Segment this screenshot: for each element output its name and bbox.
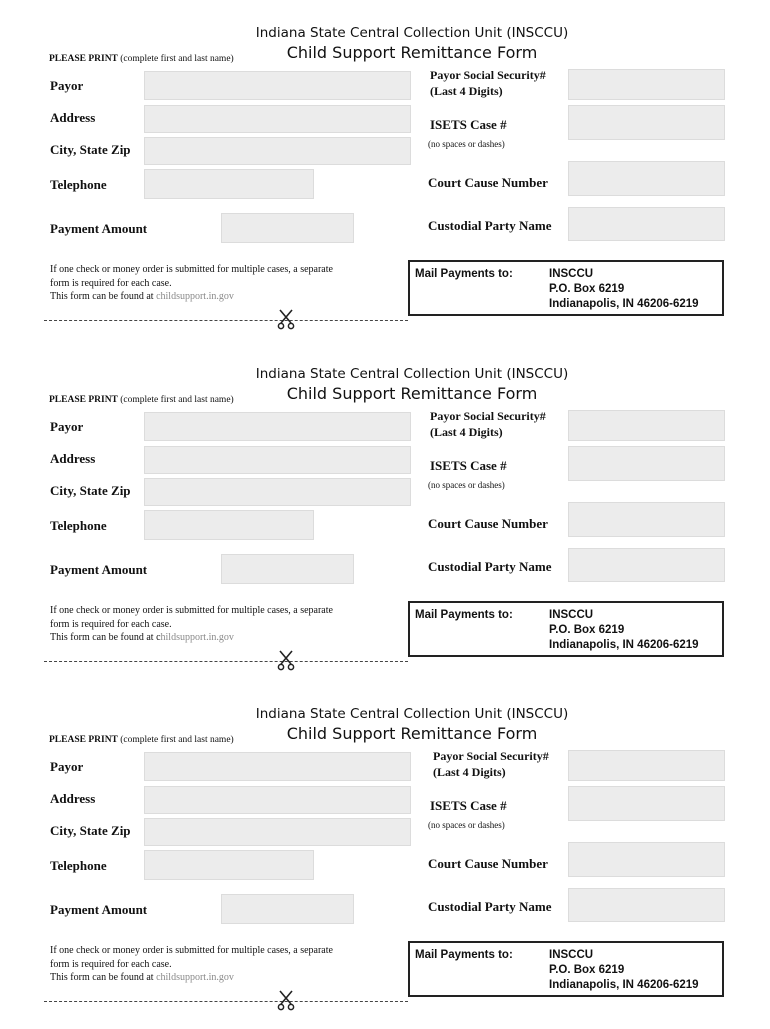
mail-payments-box <box>408 601 724 657</box>
multiple-cases-note: If one check or money order is submitted for multiple cases, a separate form is required for each case. This form can be found at childsupport.in.gov <box>50 945 333 983</box>
telephone-label: Telephone <box>50 177 107 192</box>
ssn-sublabel: (Last 4 Digits) <box>430 84 503 98</box>
city-state-zip-field[interactable] <box>144 137 411 165</box>
form-title: Child Support Remittance Form <box>286 384 538 403</box>
payor-field[interactable] <box>144 412 411 441</box>
city-state-zip-field[interactable] <box>144 818 411 846</box>
court-cause-label: Court Cause Number <box>428 175 548 190</box>
ssn-field[interactable] <box>568 410 725 441</box>
telephone-label: Telephone <box>50 858 107 873</box>
isets-case-field[interactable] <box>568 105 725 140</box>
cut-line <box>44 1001 408 1002</box>
court-cause-label: Court Cause Number <box>428 516 548 531</box>
address-label: Address <box>50 110 96 125</box>
court-cause-field[interactable] <box>568 842 725 877</box>
payment-amount-label: Payment Amount <box>50 562 148 577</box>
isets-hint: (no spaces or dashes) <box>428 820 505 830</box>
ssn-label: Payor Social Security# <box>430 68 546 82</box>
payment-amount-field[interactable] <box>221 894 354 924</box>
agency-title: Indiana State Central Collection Unit (INSCCU) <box>255 706 569 722</box>
payment-amount-label: Payment Amount <box>50 221 148 236</box>
isets-hint: (no spaces or dashes) <box>428 480 505 490</box>
website-link[interactable]: childsupport.in.gov <box>156 972 234 983</box>
custodial-party-label: Custodial Party Name <box>428 218 552 233</box>
custodial-party-field[interactable] <box>568 888 725 922</box>
city-state-zip-label: City, State Zip <box>50 823 131 838</box>
isets-case-label: ISETS Case # <box>430 798 507 813</box>
cut-line <box>44 320 408 321</box>
ssn-label: Payor Social Security# <box>433 749 549 763</box>
isets-hint: (no spaces or dashes) <box>428 139 505 149</box>
payment-amount-label: Payment Amount <box>50 902 148 917</box>
payor-label: Payor <box>50 419 84 434</box>
form-title: Child Support Remittance Form <box>286 43 538 62</box>
print-instruction: PLEASE PRINT (complete first and last name) <box>49 54 234 64</box>
scissors-icon <box>277 989 295 1011</box>
agency-title: Indiana State Central Collection Unit (INSCCU) <box>255 366 569 382</box>
website-link[interactable]: childsupport.in.gov <box>156 291 234 302</box>
court-cause-field[interactable] <box>568 161 725 196</box>
payor-label: Payor <box>50 78 84 93</box>
payor-field[interactable] <box>144 752 411 781</box>
city-state-zip-label: City, State Zip <box>50 483 131 498</box>
remittance-slip-2 <box>0 359 770 689</box>
payor-field[interactable] <box>144 71 411 100</box>
mail-payments-label: Mail Payments to: <box>415 609 513 621</box>
isets-case-field[interactable] <box>568 446 725 481</box>
telephone-field[interactable] <box>144 169 314 199</box>
address-field[interactable] <box>144 105 411 133</box>
mailing-address: INSCCU P.O. Box 6219 Indianapolis, IN 46206-6219 <box>549 949 699 991</box>
telephone-field[interactable] <box>144 850 314 880</box>
telephone-label: Telephone <box>50 518 107 533</box>
mail-payments-box <box>408 941 724 997</box>
ssn-field[interactable] <box>568 69 725 100</box>
custodial-party-field[interactable] <box>568 207 725 241</box>
custodial-party-label: Custodial Party Name <box>428 559 552 574</box>
mail-payments-box <box>408 260 724 316</box>
scissors-icon <box>277 649 295 671</box>
court-cause-label: Court Cause Number <box>428 856 548 871</box>
address-label: Address <box>50 451 96 466</box>
print-instruction: PLEASE PRINT (complete first and last name) <box>49 735 234 745</box>
scissors-icon <box>277 308 295 330</box>
remittance-slip-1 <box>0 18 770 348</box>
mailing-address: INSCCU P.O. Box 6219 Indianapolis, IN 46206-6219 <box>549 268 699 310</box>
telephone-field[interactable] <box>144 510 314 540</box>
mailing-address: INSCCU P.O. Box 6219 Indianapolis, IN 46206-6219 <box>549 609 699 651</box>
print-instruction: PLEASE PRINT (complete first and last name) <box>49 395 234 405</box>
ssn-sublabel: (Last 4 Digits) <box>430 425 503 439</box>
custodial-party-label: Custodial Party Name <box>428 899 552 914</box>
ssn-sublabel: (Last 4 Digits) <box>433 765 506 779</box>
isets-case-label: ISETS Case # <box>430 458 507 473</box>
city-state-zip-field[interactable] <box>144 478 411 506</box>
form-title: Child Support Remittance Form <box>286 724 538 743</box>
mail-payments-label: Mail Payments to: <box>415 949 513 961</box>
isets-case-label: ISETS Case # <box>430 117 507 132</box>
multiple-cases-note: If one check or money order is submitted for multiple cases, a separate form is required for each case. This form can be found at childsupport.in.gov <box>50 605 333 643</box>
address-field[interactable] <box>144 786 411 814</box>
agency-title: Indiana State Central Collection Unit (INSCCU) <box>255 25 569 41</box>
website-link[interactable]: hildsupport.in.gov <box>160 632 234 643</box>
ssn-field[interactable] <box>568 750 725 781</box>
address-field[interactable] <box>144 446 411 474</box>
city-state-zip-label: City, State Zip <box>50 142 131 157</box>
custodial-party-field[interactable] <box>568 548 725 582</box>
address-label: Address <box>50 791 96 806</box>
payment-amount-field[interactable] <box>221 213 354 243</box>
payor-label: Payor <box>50 759 84 774</box>
cut-line <box>44 661 408 662</box>
ssn-label: Payor Social Security# <box>430 409 546 423</box>
court-cause-field[interactable] <box>568 502 725 537</box>
mail-payments-label: Mail Payments to: <box>415 268 513 280</box>
multiple-cases-note: If one check or money order is submitted for multiple cases, a separate form is required for each case. This form can be found at childsupport.in.gov <box>50 264 333 302</box>
remittance-slip-3 <box>0 699 770 1029</box>
payment-amount-field[interactable] <box>221 554 354 584</box>
isets-case-field[interactable] <box>568 786 725 821</box>
